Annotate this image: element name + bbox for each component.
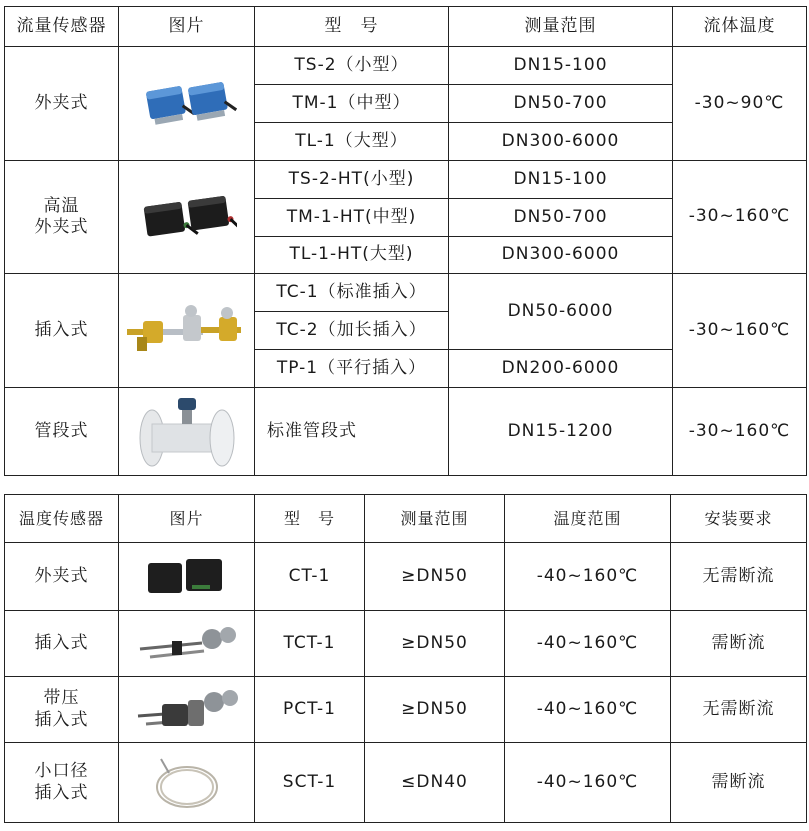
clamp-on-temp-sensor-icon xyxy=(119,543,255,611)
model-cell: SCT-1 xyxy=(255,743,365,823)
range-cell: DN300-6000 xyxy=(449,237,673,274)
clamp-on-transducer-black-icon xyxy=(119,161,255,274)
model-cell: TM-1-HT(中型) xyxy=(255,199,449,237)
flow-sensor-table xyxy=(4,6,807,476)
range-cell: DN50-6000 xyxy=(449,274,673,350)
header-image: 图片 xyxy=(119,495,255,543)
header-flow-sensor: 流量传感器 xyxy=(5,7,119,47)
temp-range-cell: -40~160℃ xyxy=(505,677,671,743)
table-row xyxy=(5,274,807,312)
sensor-type-line1: 小口径 xyxy=(34,761,89,782)
small-bore-temp-sensor-icon xyxy=(119,743,255,823)
header-image: 图片 xyxy=(119,7,255,47)
model-cell: TS-2（小型） xyxy=(255,47,449,85)
sensor-type-line2: 插入式 xyxy=(34,709,89,730)
table-row xyxy=(5,611,807,677)
range-cell: DN200-6000 xyxy=(449,350,673,388)
header-range: 测量范围 xyxy=(449,7,673,47)
fluid-temp-cell: -30~90℃ xyxy=(673,47,807,161)
range-cell: DN300-6000 xyxy=(449,123,673,161)
header-install-req: 安装要求 xyxy=(671,495,807,543)
range-cell: DN50-700 xyxy=(449,199,673,237)
range-cell: DN15-100 xyxy=(449,161,673,199)
range-cell: DN15-1200 xyxy=(449,388,673,476)
fluid-temp-cell: -30~160℃ xyxy=(673,388,807,476)
temp-range-cell: -40~160℃ xyxy=(505,743,671,823)
model-cell: TL-1-HT(大型) xyxy=(255,237,449,274)
table-row xyxy=(5,47,807,85)
spool-piece-flowmeter-icon xyxy=(119,388,255,476)
header-temp-sensor: 温度传感器 xyxy=(5,495,119,543)
sensor-type: 外夹式 xyxy=(5,47,119,161)
pressurized-insertion-temp-sensor-icon xyxy=(119,677,255,743)
sensor-type-line1: 高温 xyxy=(43,195,80,216)
temp-range-cell: -40~160℃ xyxy=(505,543,671,611)
model-cell: CT-1 xyxy=(255,543,365,611)
header-model: 型 号 xyxy=(255,7,449,47)
model-cell: TC-1（标准插入） xyxy=(255,274,449,312)
range-cell: ≥DN50 xyxy=(365,543,505,611)
install-req-cell: 需断流 xyxy=(671,611,807,677)
model-cell: TP-1（平行插入） xyxy=(255,350,449,388)
range-cell: DN15-100 xyxy=(449,47,673,85)
sensor-type: 插入式 xyxy=(5,274,119,388)
model-cell: PCT-1 xyxy=(255,677,365,743)
temp-range-cell: -40~160℃ xyxy=(505,611,671,677)
table-row xyxy=(5,388,807,476)
install-req-cell: 需断流 xyxy=(671,743,807,823)
temp-sensor-table xyxy=(4,494,807,823)
model-cell: 标准管段式 xyxy=(255,388,449,476)
flow-table-header-row xyxy=(5,7,807,47)
model-cell: TM-1（中型） xyxy=(255,85,449,123)
fluid-temp-cell: -30~160℃ xyxy=(673,274,807,388)
model-cell: TCT-1 xyxy=(255,611,365,677)
sensor-type-line2: 插入式 xyxy=(34,782,89,803)
fluid-temp-cell: -30~160℃ xyxy=(673,161,807,274)
range-cell: DN50-700 xyxy=(449,85,673,123)
table-row xyxy=(5,677,807,743)
temp-table-header-row xyxy=(5,495,807,543)
insertion-temp-sensor-icon xyxy=(119,611,255,677)
sensor-type: 外夹式 xyxy=(5,543,119,611)
model-cell: TL-1（大型） xyxy=(255,123,449,161)
sensor-type xyxy=(5,743,119,823)
table-row xyxy=(5,161,807,199)
range-cell: ≤DN40 xyxy=(365,743,505,823)
model-cell: TC-2（加长插入） xyxy=(255,312,449,350)
range-cell: ≥DN50 xyxy=(365,611,505,677)
header-temp-range: 温度范围 xyxy=(505,495,671,543)
sensor-type xyxy=(5,161,119,274)
header-fluid-temp: 流体温度 xyxy=(673,7,807,47)
sensor-type: 插入式 xyxy=(5,611,119,677)
sensor-type-line2: 外夹式 xyxy=(34,217,89,237)
insertion-transducer-brass-icon xyxy=(119,274,255,388)
install-req-cell: 无需断流 xyxy=(671,677,807,743)
model-cell: TS-2-HT(小型) xyxy=(255,161,449,199)
install-req-cell: 无需断流 xyxy=(671,543,807,611)
table-row xyxy=(5,543,807,611)
range-cell: ≥DN50 xyxy=(365,677,505,743)
sensor-type-line1: 带压 xyxy=(43,688,80,709)
clamp-on-transducer-blue-icon xyxy=(119,47,255,161)
sensor-type xyxy=(5,677,119,743)
header-range: 测量范围 xyxy=(365,495,505,543)
table-row xyxy=(5,743,807,823)
sensor-type: 管段式 xyxy=(5,388,119,476)
header-model: 型 号 xyxy=(255,495,365,543)
